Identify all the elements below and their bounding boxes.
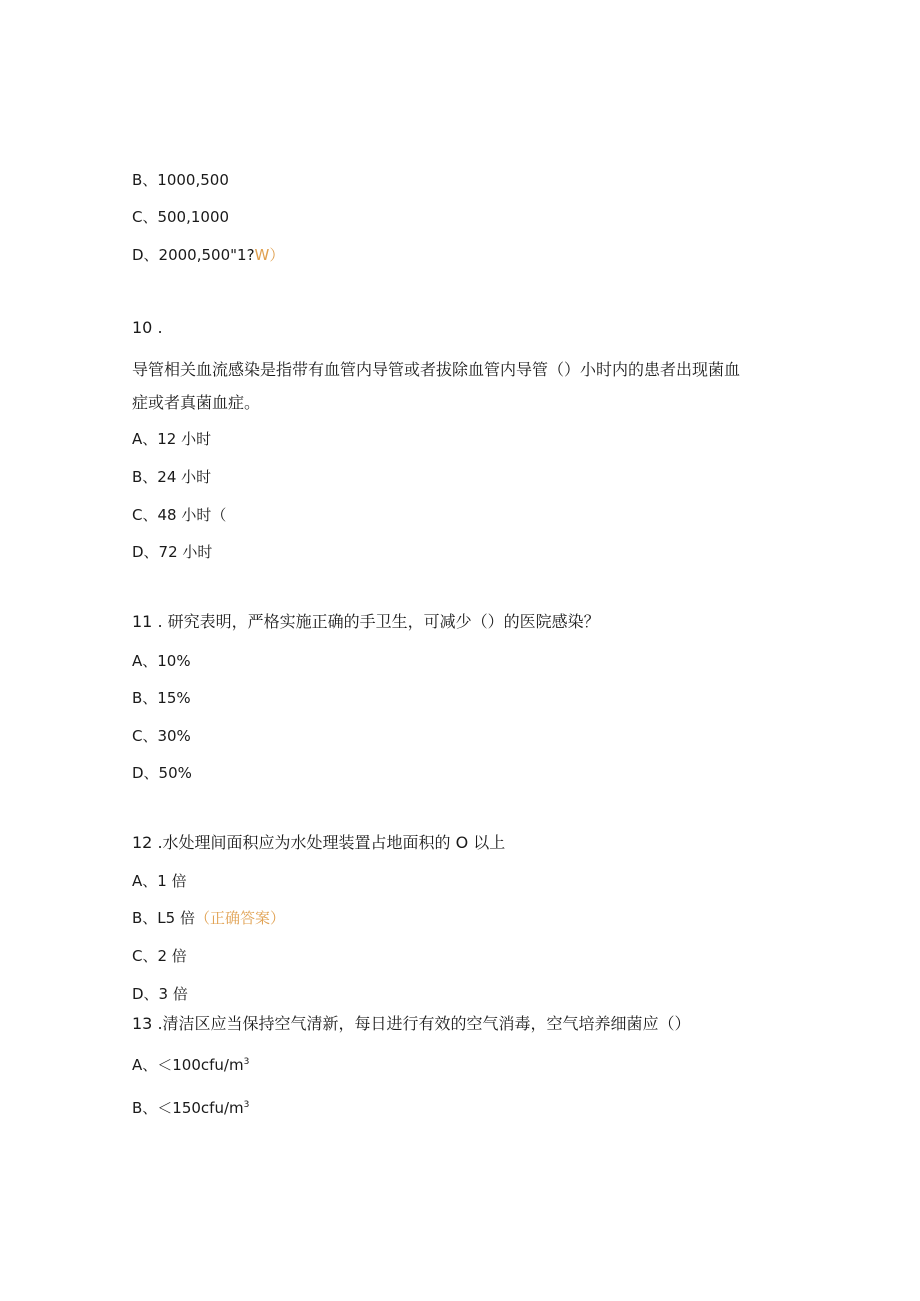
q9-option-d <box>132 245 284 265</box>
correct-answer-mark: （正确答案） <box>194 909 285 927</box>
q10-option-b: B、24 小时 <box>132 468 212 486</box>
q12-option-b-text: B、L5 倍 <box>132 909 195 927</box>
q12-option-c: C、2 倍 <box>132 947 187 965</box>
q9-option-d-text: D、2000,500"1? <box>132 246 255 264</box>
q13-option-b <box>132 1098 249 1118</box>
superscript: 3 <box>243 1057 250 1067</box>
q9-option-c: C、500,1000 <box>132 208 230 226</box>
q9-option-b: B、1000,500 <box>132 171 229 189</box>
q12-stem: 12 .水处理间面积应为水处理装置占地面积的 O 以上 <box>132 833 506 852</box>
q11-option-a: A、10% <box>132 652 191 670</box>
q10-option-c: C、48 小时（ <box>132 506 227 524</box>
q12-option-d: D、3 倍 <box>132 985 188 1003</box>
q12-option-b <box>132 908 285 928</box>
q10-option-a: A、12 小时 <box>132 430 212 448</box>
q10-number: 10 . <box>132 318 163 337</box>
q10-stem-line2: 症或者真菌血症。 <box>132 393 261 412</box>
q13-stem: 13 .清洁区应当保持空气清新，每日进行有效的空气消毒，空气培养细菌应（） <box>132 1014 691 1033</box>
q11-option-b: B、15% <box>132 689 191 707</box>
q11-option-c: C、30% <box>132 727 191 745</box>
answer-mark: W） <box>254 246 285 264</box>
q12-option-a: A、1 倍 <box>132 872 187 890</box>
q13-option-a <box>132 1055 249 1075</box>
q13-option-a-text: A、＜100cfu/m <box>132 1056 244 1074</box>
superscript: 3 <box>243 1100 250 1110</box>
q11-stem: 11 . 研究表明，严格实施正确的手卫生，可减少（）的医院感染？ <box>132 612 600 631</box>
q10-stem-line1: 导管相关血流感染是指带有血管内导管或者拔除血管内导管（）小时内的患者出现菌血 <box>132 360 741 379</box>
q11-option-d: D、50% <box>132 764 192 782</box>
q10-option-d: D、72 小时 <box>132 543 213 561</box>
q13-option-b-text: B、＜150cfu/m <box>132 1099 244 1117</box>
